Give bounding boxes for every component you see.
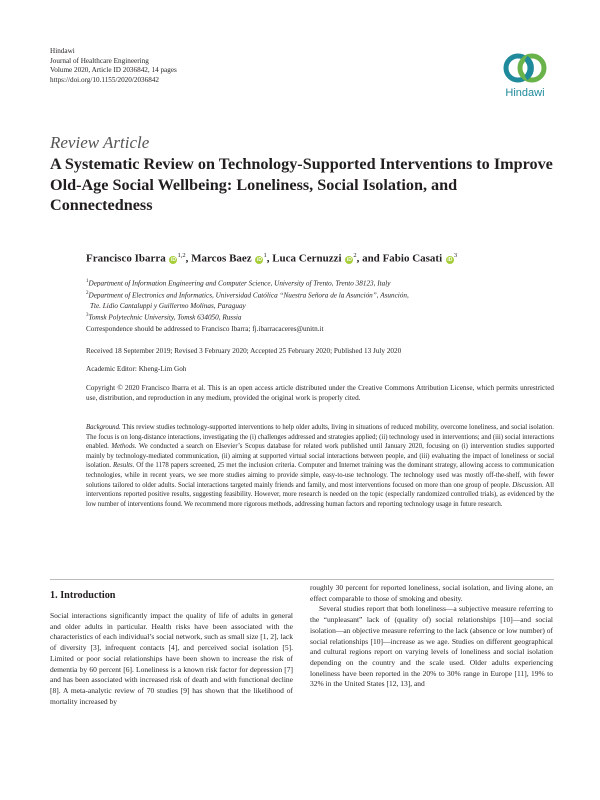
orcid-icon[interactable]: iD: [170, 256, 176, 263]
author-affil-mark: 3: [453, 252, 458, 259]
hindawi-logo-icon: [500, 50, 550, 86]
body-column-left: [50, 611, 293, 707]
abstract-text: Of the 1178 papers screened, 25 met the inclusion criteria. Computer and Internet training was the dominant strategy, allowing access to communication technologies, while in recent years, we see more studies aiming to provide simple, easy-to-use technology. The technology used was mostly off-the-shelf, with fewer solutions tailored to older adults. Social interactions targeted mainly friends and family, and most interventions focused on more than one group of people.: [86, 462, 554, 489]
abstract-label: Background.: [86, 424, 121, 431]
doi-link[interactable]: https://doi.org/10.1155/2020/2036842: [50, 75, 160, 84]
section-divider: [50, 579, 554, 580]
author-separator: , and: [356, 252, 383, 265]
affil-text-cont: Tte. Lidio Cantaluppi y Guillermo Molinas, Paraguay: [90, 301, 246, 310]
dates: Received 18 September 2019; Revised 3 February 2020; Accepted 25 February 2020; Published 13 July 2020: [86, 347, 402, 355]
affiliation: [86, 311, 409, 323]
author-affil-mark: 1,2: [177, 252, 186, 259]
section-heading: 1. Introduction: [50, 590, 116, 601]
affiliation: [86, 277, 409, 289]
body-paragraph: Social interactions significantly impact the quality of life of adults in general and older adults in particular. Health risks have been associated with the characteristics of each individual’s social network, such as small size [1, 2], lack of diversity [3], infrequent contacts [4], and perceived social isolation [5]. Limited or poor social relationships have been shown to increase the risk of dementia by 60 percent [6]. Loneliness is a known risk factor for depression [7] and has been associated with increased risk of death and with functional decline [8]. A meta-analytic review of 70 studies [9] has shown that the likelihood of mortality increased by: [50, 611, 293, 706]
hindawi-logo: [496, 50, 554, 106]
author-separator: ,: [185, 252, 192, 265]
affiliation: [86, 289, 409, 311]
correspondence: Correspondence should be addressed to Francisco Ibarra; fj.ibarracaceres@unitn.it: [86, 325, 324, 333]
body-column-right: [310, 583, 553, 690]
orcid-icon[interactable]: iD: [256, 256, 262, 263]
article-title: A Systematic Review on Technology-Supported Interventions to Improve Old-Age Social Wellbeing: Loneliness, Social Isolation, and Connectedness: [50, 155, 553, 214]
article-type: Review Article: [50, 133, 150, 152]
abstract-text: This review studies technology-supported interventions to help older adults, living in situations of reduced mobility, overcome loneliness, and social isolation. The focus is on long-distance interactions, investigating the (i) challenges addressed and strategies applied; (ii) technology used in interventions; and (iii) social interactions enabled.: [86, 424, 554, 451]
author-affil-mark: 2: [353, 252, 357, 259]
abstract-text: We conducted a search on Elsevier’s Scopus database for related work published until January 2020, focusing on (i) intervention studies supported mainly by technology-mediated communication, (ii) aiming at supported virtual social interactions between people, and (iii) evaluating the impact of loneliness or social isolation.: [86, 443, 554, 470]
author-name[interactable]: Francisco Ibarra: [86, 252, 166, 265]
abstract-label: Results.: [113, 462, 135, 470]
affil-mark: 3: [86, 313, 89, 318]
affil-mark: 1: [86, 279, 89, 284]
abstract-label: Methods.: [111, 443, 137, 451]
orcid-icon[interactable]: iD: [447, 256, 453, 263]
journal-info: [50, 47, 177, 85]
author-name[interactable]: Luca Cernuzzi: [272, 252, 342, 265]
abstract-label: Discussion.: [512, 481, 544, 489]
author-name[interactable]: Fabio Casati: [382, 252, 443, 265]
affil-text: Department of Electronics and Informatics, Universidad Católica “Nuestra Señora de la Asunción”, Asunción,: [88, 291, 409, 300]
academic-editor: Academic Editor: Kheng-Lim Goh: [86, 365, 187, 373]
author-separator: ,: [266, 252, 273, 265]
affil-text: Department of Information Engineering and Computer Science, University of Trento, Trento 38123, Italy: [88, 279, 391, 288]
orcid-icon[interactable]: iD: [346, 256, 352, 263]
author-affil-mark: 1: [263, 252, 267, 259]
publisher-name: Hindawi: [50, 47, 75, 55]
volume-info: Volume 2020, Article ID 2036842, 14 pages: [50, 66, 177, 75]
abstract: [86, 423, 554, 509]
affiliations: [86, 277, 409, 323]
affil-text: Tomsk Polytechnic University, Tomsk 634050, Russia: [88, 313, 242, 322]
affil-mark: 2: [86, 290, 89, 296]
journal-name: Journal of Healthcare Engineering: [50, 56, 149, 65]
author-name[interactable]: Marcos Baez: [191, 252, 252, 265]
abstract-text: All interventions reported positive results, suggesting feasibility. However, more research is needed on the topic (especially randomized controlled trials), as evidenced by the low number of interventions found. We recommend more rigorous methods, addressing human factors and reporting technology usage in future research.: [86, 481, 554, 508]
logo-text: Hindawi: [505, 87, 545, 99]
author-list: [86, 252, 457, 265]
body-paragraph: Several studies report that both loneliness—a subjective measure referring to the “unpleasant” lack of (quality of) social relationships [10]—and social isolation—an objective measure referring to the lack (absence or low number) of social relationships [10]—increase as we age. Studies on different geographical and cultural regions report on varying levels of loneliness and social isolation depending on the country and the scale used. Older adults experiencing loneliness have been reported in the 20% to 30% range in Europe [11], 19% to 32% in the United States [12, 13], and: [310, 604, 553, 689]
body-paragraph: roughly 30 percent for reported loneliness, social isolation, and living alone, an effect comparable to those of smoking and obesity.: [310, 583, 553, 603]
copyright-notice: Copyright © 2020 Francisco Ibarra et al. This is an open access article distributed under the Creative Commons Attribution License, which permits unrestricted use, distribution, and reproduction in any medium, provided the original work is properly cited.: [86, 384, 554, 403]
